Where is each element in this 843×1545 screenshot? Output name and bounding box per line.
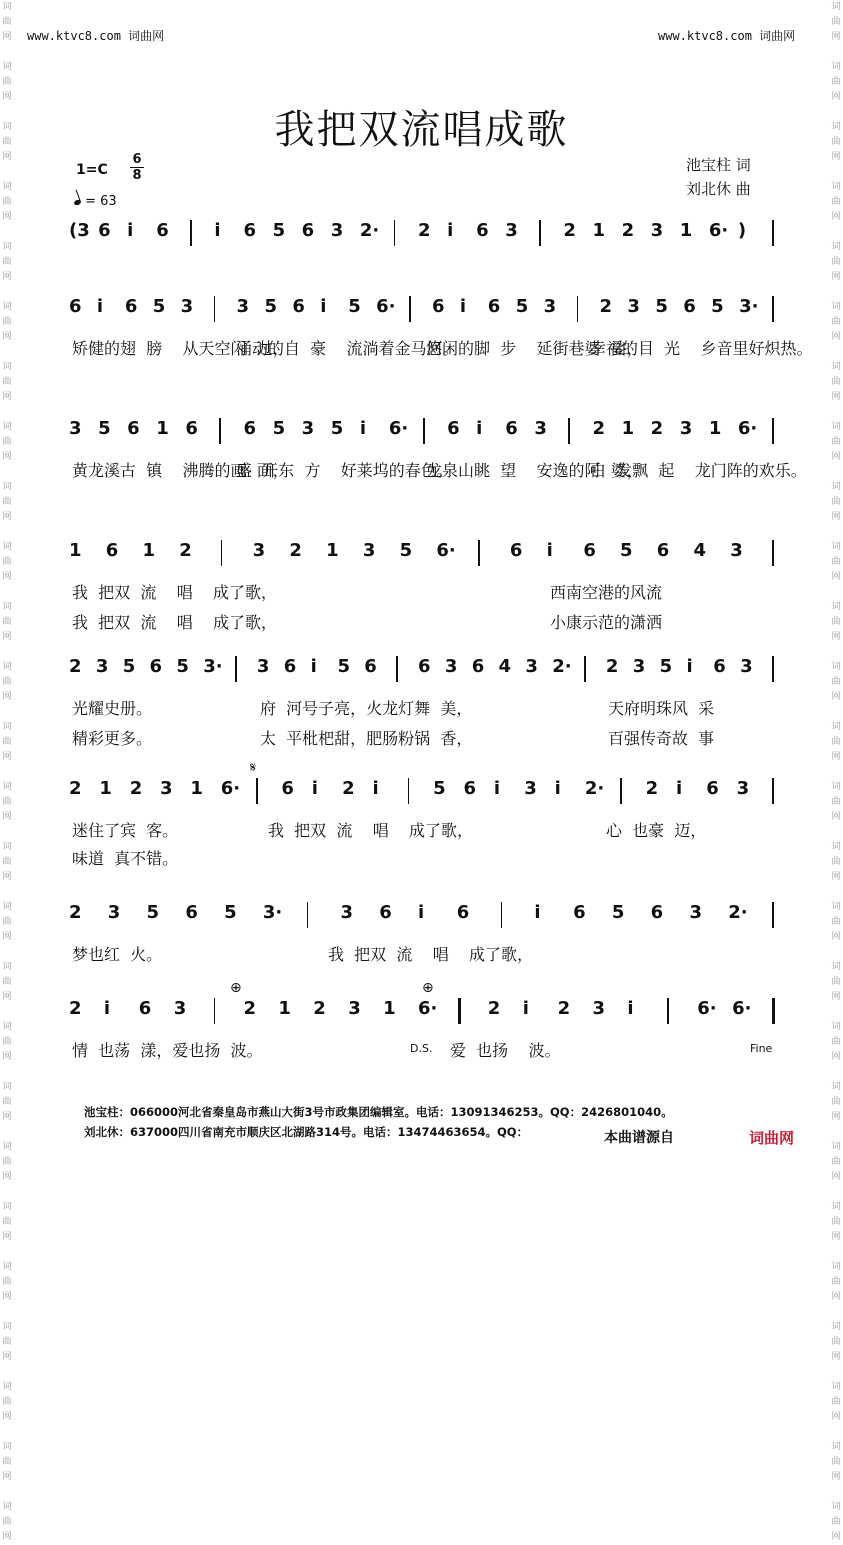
note: 2 [487,998,501,1019]
note: 1 [679,220,693,241]
note: 2 [418,220,431,241]
bar-line [772,418,774,444]
note: i [311,778,318,799]
note: 5 [337,656,350,677]
note: i [459,296,467,317]
note: 3 [592,998,606,1019]
lyric-line: 小康示范的潇洒 [550,613,663,632]
footer-contact-2: 刘北休：637000四川省南充市顺庆区北湖路314号。电话：13474463654。QQ： [84,1125,529,1139]
note: 5 [152,296,166,317]
note: 2· [552,656,572,677]
note: 6· [376,296,396,317]
bar-line [772,296,774,322]
note: 6 [456,902,470,923]
lyric-line: 悠闲的脚 步 延街巷婆 娑， [426,339,643,358]
note: 1 [708,418,722,439]
lyric-line: 盛 开东 方 好莱坞的春色。 [236,461,453,480]
note: 3· [203,656,223,677]
lyricist: 池宝柱 词 [686,156,751,174]
note: 6· [388,418,409,439]
note: 3 [348,998,361,1019]
bar-line [307,902,309,928]
bar-line [219,418,221,444]
note: i [675,778,683,799]
note: 6· [732,998,752,1019]
bar-line [458,998,461,1024]
note: 3 [689,902,702,923]
tempo-mark [74,194,117,209]
note: 3 [632,656,646,677]
note: 3 [107,902,121,923]
bar-line [221,540,223,566]
note: 2 [129,778,143,799]
note: 6 [138,998,152,1019]
coda-icon: ⊕ [230,980,242,996]
note: 1 [99,778,112,799]
note: 5 [620,540,633,561]
lyric-line: 我 把双 流 唱 成了歌， [72,613,278,632]
bar-line [478,540,480,566]
note: 3 [362,540,376,561]
note: 3 [736,778,750,799]
note: 5 [146,902,160,923]
note: 2 [599,296,612,317]
note: 3 [252,540,266,561]
lyric-line: 天府明珠风 采 [608,699,715,718]
note: i [127,220,134,241]
note: 3· [262,902,283,923]
note: 5 [98,418,111,439]
note: 6 [418,656,431,677]
note: 5 [348,296,361,317]
note: i [96,296,104,317]
song-title: 我把双流唱成歌 [274,107,569,153]
note: 1 [142,540,155,561]
bar-line [577,296,579,322]
note: i [103,998,111,1019]
note: 1 [69,540,82,561]
lyric-line: 心 也豪 迈， [606,821,707,840]
note: 3 [524,778,537,799]
note: 3 [301,418,315,439]
note: i [554,778,561,799]
note: 3 [95,656,109,677]
bar-line [190,220,192,246]
lyric-line: 太 平枇杷甜，肥肠粉锅 香， [260,729,473,748]
note: i [627,998,634,1019]
note: 3 [69,418,82,439]
note: 2 [650,418,664,439]
bar-line [667,998,669,1024]
bar-line [772,540,774,566]
lyric-line: 迷住了宾 客。 [72,821,179,840]
note: 2 [592,418,606,439]
note: 3 [236,296,250,317]
bar-line [256,778,258,804]
note: 2 [605,656,619,677]
note: i [534,902,541,923]
note: 6· [220,778,241,799]
note: 2· [359,220,380,241]
bar-line [772,998,775,1024]
bar-line [235,656,237,682]
note: 6 [283,656,297,677]
lyric-line: 梦也红 火。 [72,945,163,964]
bar-line [772,902,774,928]
lyric-line: 我 把双 流 唱 成了歌， [328,945,534,964]
lyric-line: 精彩更多。 [72,729,153,748]
note: 3 [740,656,753,677]
watermark-right: 词 曲 网 词 曲 网 词 曲 网 词 曲 网 词 曲 网 词 曲 网 词 曲 网 词 曲 网 词 曲 网 词 曲 网 词 曲 网 词 曲 网 词 曲 网 词 曲 网 词 曲 网 词 曲 网 词 曲 网 词 曲 网 词 曲 网 词 曲 网 词 曲 网 词 曲 网 词 曲 网 词 曲 网 词 曲 网 词 曲 网 [831,2,841,1542]
note: 1 [383,998,396,1019]
note: 3 [627,296,640,317]
note: 6 [379,902,392,923]
key-signature: 1=C [76,162,108,178]
bar-line [396,656,398,682]
note: 2 [243,998,257,1019]
note: 1 [156,418,169,439]
note: (3 [69,220,90,241]
note: 2 [557,998,571,1019]
note: 5 [611,902,625,923]
note: 3 [650,220,664,241]
note: 6 [431,296,445,317]
note: 2 [69,998,82,1019]
note: 6 [487,296,501,317]
bar-line [394,220,396,246]
note: 6 [301,220,315,241]
bar-line [423,418,425,444]
bar-line [214,998,216,1024]
note: 6 [185,418,198,439]
note: 6 [573,902,586,923]
note: 6 [156,220,169,241]
note: i [320,296,327,317]
site-header-left[interactable]: www.ktvc8.com 词曲网 [27,29,165,43]
note: 3 [730,540,743,561]
note: 1 [190,778,203,799]
note: 6 [476,220,489,241]
note: 6 [463,778,477,799]
note: 6 [127,418,140,439]
note: 3 [340,902,353,923]
quarter-note-icon [73,199,81,206]
note: 5 [272,418,286,439]
note: i [214,220,221,241]
note: 6 [706,778,719,799]
note: 6 [650,902,664,923]
note: 1 [326,540,339,561]
note: 2 [179,540,192,561]
note: 5 [399,540,413,561]
note: 6· [737,418,758,439]
note: 1 [621,418,635,439]
note: 2 [69,778,82,799]
bar-line [772,656,774,682]
note: 3 [534,418,547,439]
note: 6 [105,540,119,561]
note: i [447,220,454,241]
note: 6 [509,540,523,561]
note: 6 [281,778,294,799]
lyric-line: 白 发飘 起 龙门阵的欢乐。 [590,461,807,480]
lyric-line: 情 也荡 漾，爱也扬 波。 [72,1041,263,1060]
note: 5 [659,656,673,677]
lyric-line: 爱 也扬 波。 [450,1041,561,1060]
lyric-line: 百强传奇故 事 [608,729,715,748]
note: 5 [122,656,136,677]
lyric-line: 涌动的自 豪 流淌着金马河。 [236,339,459,358]
lyric-line: 我 把双 流 唱 成了歌， [72,583,278,602]
note: 6 [505,418,518,439]
note: 4 [693,540,707,561]
note: i [418,902,425,923]
time-top: 6 [132,152,142,167]
note: 6· [436,540,456,561]
note: 2· [584,778,605,799]
note: 2 [313,998,326,1019]
note: i [359,418,366,439]
bar-line [214,296,216,322]
time-bottom: 8 [132,168,142,183]
segno-icon: 𝄋 [250,760,257,776]
note: 6 [683,296,696,317]
note: 3 [330,220,344,241]
lyric-line: 矫健的翅 膀 从天空闪 过， [72,339,289,358]
note: 6 [185,902,198,923]
note: 6 [447,418,460,439]
note: 6 [471,656,485,677]
lyric-line: 味道 真不错。 [72,849,179,868]
note: 3· [739,296,759,317]
note: 6 [98,220,111,241]
lyric-line: 光耀史册。 [72,699,153,718]
composer: 刘北休 曲 [686,180,751,198]
note: 3 [525,656,538,677]
lyric-line: 黄龙溪古 镇 沸腾的画 面， [72,461,289,480]
bar-line [620,778,622,804]
note: 6 [713,656,726,677]
note: 6· [708,220,729,241]
bar-line [584,656,586,682]
note: 2· [728,902,748,923]
note: 6 [243,418,257,439]
bar-line [539,220,541,246]
footer-contact-1: 池宝柱：066000河北省秦皇岛市燕山大街3号市政集团编辑室。电话：13091346253。QQ：2426801040。 [84,1105,673,1119]
note: 5 [433,778,446,799]
note: 6 [583,540,596,561]
note: 6 [69,296,82,317]
bar-line [409,296,411,322]
note: 2 [342,778,355,799]
lyric-line: 西南空港的风流 [550,583,663,602]
note: i [310,656,317,677]
note: 5 [224,902,237,923]
note: 6· [418,998,438,1019]
note: 3 [160,778,173,799]
note: 3 [444,656,458,677]
note: 6· [697,998,717,1019]
note: 4 [498,656,512,677]
note: 6 [124,296,138,317]
ds-mark: D.S. [410,1042,433,1055]
watermark-left: 词 曲 网 词 曲 网 词 曲 网 词 曲 网 词 曲 网 词 曲 网 词 曲 网 词 曲 网 词 曲 网 词 曲 网 词 曲 网 词 曲 网 词 曲 网 词 曲 网 词 曲 网 词 曲 网 词 曲 网 词 曲 网 词 曲 网 词 曲 网 词 曲 网 词 曲 网 词 曲 网 词 曲 网 词 曲 网 词 曲 网 [2,2,12,1542]
time-signature [130,152,144,183]
footer-source: 本曲谱源自 [604,1130,674,1146]
note: 3 [256,656,270,677]
note: 5 [176,656,189,677]
note: i [493,778,501,799]
lyric-line: 府 河号子亮，火龙灯舞 美， [260,699,473,718]
note: 5 [272,220,286,241]
note: i [522,998,529,1019]
note: 3 [505,220,518,241]
coda-icon: ⊕ [422,980,434,996]
note: i [372,778,379,799]
note: 6 [656,540,670,561]
note: 1 [278,998,291,1019]
note: 6 [149,656,163,677]
site-header-right[interactable]: www.ktvc8.com 词曲网 [658,29,796,43]
lyric-line: 幸福的目 光 乡音里好炽热。 [590,339,813,358]
note: 2 [69,656,82,677]
note: 2 [621,220,635,241]
note: 3 [173,998,187,1019]
note: i [476,418,483,439]
brand-logo[interactable]: 词曲网 [749,1129,795,1147]
note: 2 [69,902,82,923]
note: 2 [289,540,302,561]
note: 5 [515,296,529,317]
lyric-line: 龙泉山眺 望 安逸的阿 婆， [426,461,643,480]
bar-line [568,418,570,444]
bar-line [408,778,410,804]
note: 2 [645,778,659,799]
note: 3 [679,418,693,439]
note: 6 [243,220,257,241]
bar-line [501,902,503,928]
note: 3 [543,296,557,317]
note: i [686,656,693,677]
note: i [546,540,553,561]
note: 6 [292,296,305,317]
note: ) [737,220,747,241]
note: 5 [655,296,668,317]
note: 2 [563,220,576,241]
note: 3 [180,296,194,317]
note: 6 [364,656,377,677]
note: 1 [592,220,606,241]
note: 5 [330,418,344,439]
bar-line [772,778,774,804]
bar-line [772,220,774,246]
fine-mark: Fine [750,1042,773,1055]
tempo-value: = 63 [85,194,117,209]
note: 5 [711,296,724,317]
note: 5 [264,296,277,317]
lyric-line: 我 把双 流 唱 成了歌， [268,821,474,840]
